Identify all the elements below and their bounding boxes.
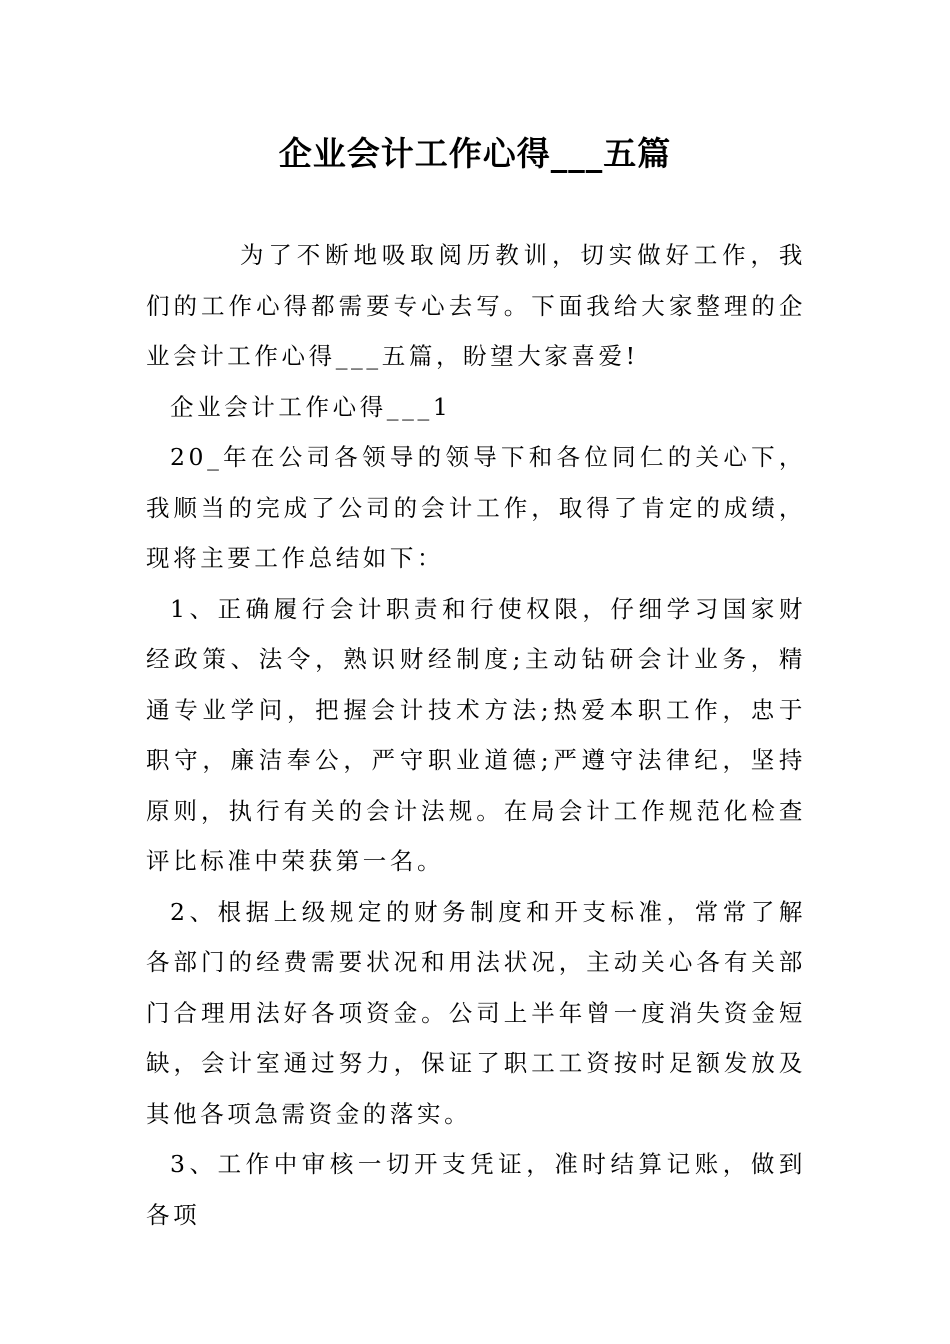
document-body (146, 230, 806, 1240)
body-paragraph: 1、正确履行会计职责和行使权限，仔细学习国家财经政策、法令，熟识财经制度;主动钻研会计业务，精通专业学问，把握会计技术方法;热爱本职工作，忠于职守，廉洁奉公，严守职业道德;严遵守法律纪，坚持原则，执行有关的会计法规。在局会计工作规范化检查评比标准中荣获第一名。 (146, 594, 806, 875)
body-paragraph: 20_年在公司各领导的领导下和各位同仁的关心下，我顺当的完成了公司的会计工作，取得了肯定的成绩，现将主要工作总结如下： (146, 443, 806, 572)
body-paragraph: 2、根据上级规定的财务制度和开支标准，常常了解各部门的经费需要状况和用法状况，主动关心各有关部门合理用法好各项资金。公司上半年曾一度消失资金短缺，会计室通过努力，保证了职工工资按时足额发放及其他各项急需资金的落实。 (146, 897, 806, 1128)
body-paragraph: 3、工作中审核一切开支凭证，准时结算记账，做到各项 (146, 1150, 806, 1229)
section-heading: 企业会计工作心得___1 (170, 392, 452, 421)
intro-paragraph: 为了不断地吸取阅历教训，切实做好工作，我们的工作心得都需要专心去写。下面我给大家整理的企业会计工作心得___五篇，盼望大家喜爱! (146, 241, 806, 370)
document-title: 企业会计工作心得___五篇 (278, 134, 672, 173)
